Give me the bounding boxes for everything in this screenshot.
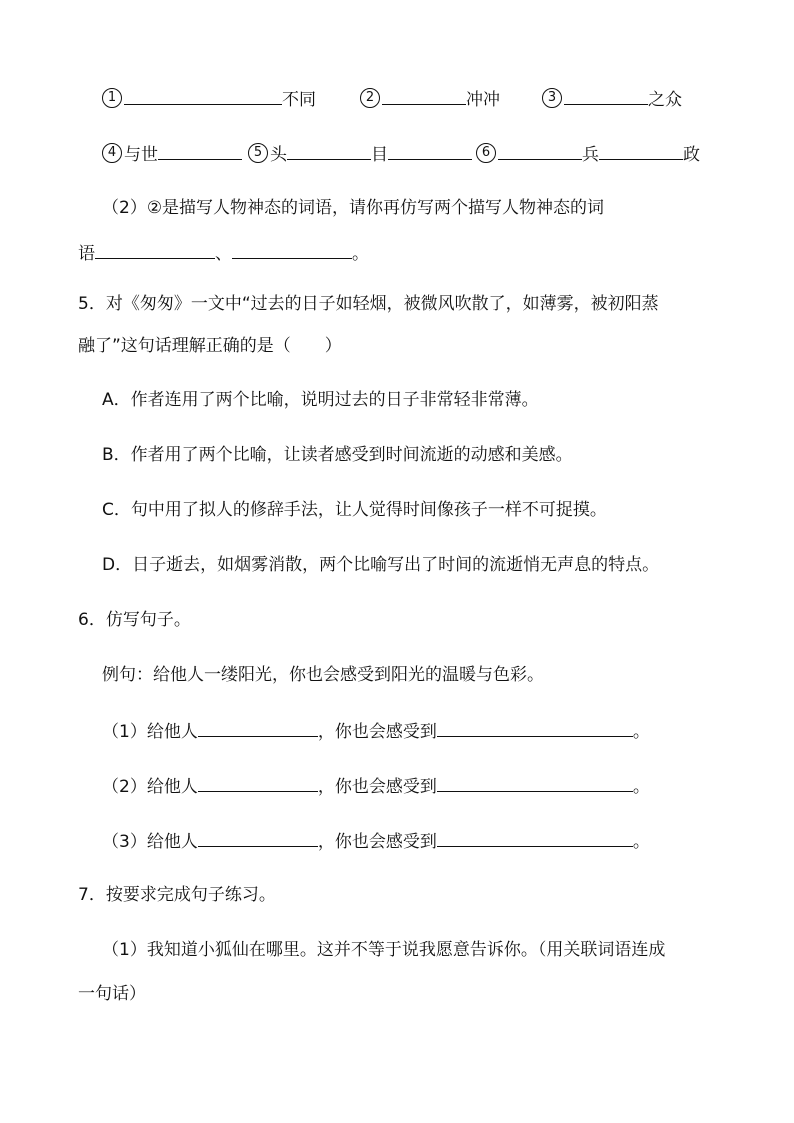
item-text: 政 xyxy=(683,145,700,165)
answer-blank[interactable] xyxy=(437,718,633,737)
item-label: （2）给他人 xyxy=(102,777,198,797)
q5-stem-line2: 融了”这句话理解正确的是（ ） xyxy=(78,336,342,356)
word-row-1 xyxy=(102,86,702,112)
q4-2-line2 xyxy=(78,240,369,266)
answer-blank[interactable] xyxy=(232,240,352,259)
word-row-2 xyxy=(102,141,722,167)
answer-blank[interactable] xyxy=(198,773,318,792)
q5-stem-line1: 5．对《匆匆》一文中“过去的日子如轻烟，被微风吹散了，如薄雾，被初阳蒸 xyxy=(78,294,659,314)
line-end: 。 xyxy=(352,244,369,264)
answer-blank[interactable] xyxy=(198,828,318,847)
item-1 xyxy=(102,86,316,112)
item-5 xyxy=(248,141,472,167)
answer-blank[interactable] xyxy=(95,240,215,259)
item-mid: ，你也会感受到 xyxy=(317,722,437,742)
q7-title: 7．按要求完成句子练习。 xyxy=(78,885,276,905)
item-mid: ，你也会感受到 xyxy=(317,832,437,852)
item-label: （1）给他人 xyxy=(102,722,198,742)
answer-blank[interactable] xyxy=(198,718,318,737)
answer-blank[interactable] xyxy=(287,141,371,160)
item-3 xyxy=(542,86,682,112)
item-text: 目 xyxy=(371,145,388,165)
circled-number: 4 xyxy=(102,143,122,163)
answer-blank[interactable] xyxy=(564,86,648,105)
answer-blank[interactable] xyxy=(498,141,582,160)
circled-number: 1 xyxy=(102,88,122,108)
answer-blank[interactable] xyxy=(599,141,683,160)
item-end: 。 xyxy=(632,722,650,742)
circled-number: 2 xyxy=(360,88,380,108)
q6-example: 例句：给他人一缕阳光，你也会感受到阳光的温暖与色彩。 xyxy=(102,665,544,685)
item-label: （3）给他人 xyxy=(102,832,198,852)
q5-option-c[interactable]: C．句中用了拟人的修辞手法，让人觉得时间像孩子一样不可捉摸。 xyxy=(102,500,607,520)
q5-option-d[interactable]: D．日子逝去，如烟雾消散，两个比喻写出了时间的流逝悄无声息的特点。 xyxy=(102,555,660,575)
circled-number: 5 xyxy=(248,143,268,163)
answer-blank[interactable] xyxy=(388,141,472,160)
q5-option-a[interactable]: A．作者连用了两个比喻，说明过去的日子非常轻非常薄。 xyxy=(102,390,539,410)
q5-option-b[interactable]: B．作者用了两个比喻，让读者感受到时间流逝的动感和美感。 xyxy=(102,445,573,465)
item-mid: ，你也会感受到 xyxy=(317,777,437,797)
item-text: 之众 xyxy=(648,90,682,110)
item-end: 。 xyxy=(632,777,650,797)
q6-item-1 xyxy=(102,718,650,744)
item-text: 不同 xyxy=(282,90,316,110)
answer-blank[interactable] xyxy=(437,773,633,792)
item-text: 与世 xyxy=(124,145,158,165)
item-4 xyxy=(102,141,242,167)
q6-item-2 xyxy=(102,773,650,799)
answer-blank[interactable] xyxy=(158,141,242,160)
item-6 xyxy=(476,141,700,167)
item-2 xyxy=(360,86,500,112)
q6-title: 6．仿写句子。 xyxy=(78,610,191,630)
circled-number: 6 xyxy=(476,143,496,163)
item-end: 。 xyxy=(632,832,650,852)
item-text: 头 xyxy=(270,145,287,165)
q6-item-3 xyxy=(102,828,650,854)
q7-item-1-line1: （1）我知道小狐仙在哪里。这并不等于说我愿意告诉你。（用关联词语连成 xyxy=(102,940,666,960)
answer-blank[interactable] xyxy=(124,86,282,105)
separator: 、 xyxy=(215,244,232,264)
item-text: 兵 xyxy=(582,145,599,165)
item-text: 冲冲 xyxy=(466,90,500,110)
answer-blank[interactable] xyxy=(437,828,633,847)
answer-blank[interactable] xyxy=(382,86,466,105)
line-text: 语 xyxy=(78,244,95,264)
circled-number: 3 xyxy=(542,88,562,108)
q4-2-line1: （2）②是描写人物神态的词语，请你再仿写两个描写人物神态的词 xyxy=(102,198,605,218)
q7-item-1-line2: 一句话） xyxy=(78,984,146,1004)
